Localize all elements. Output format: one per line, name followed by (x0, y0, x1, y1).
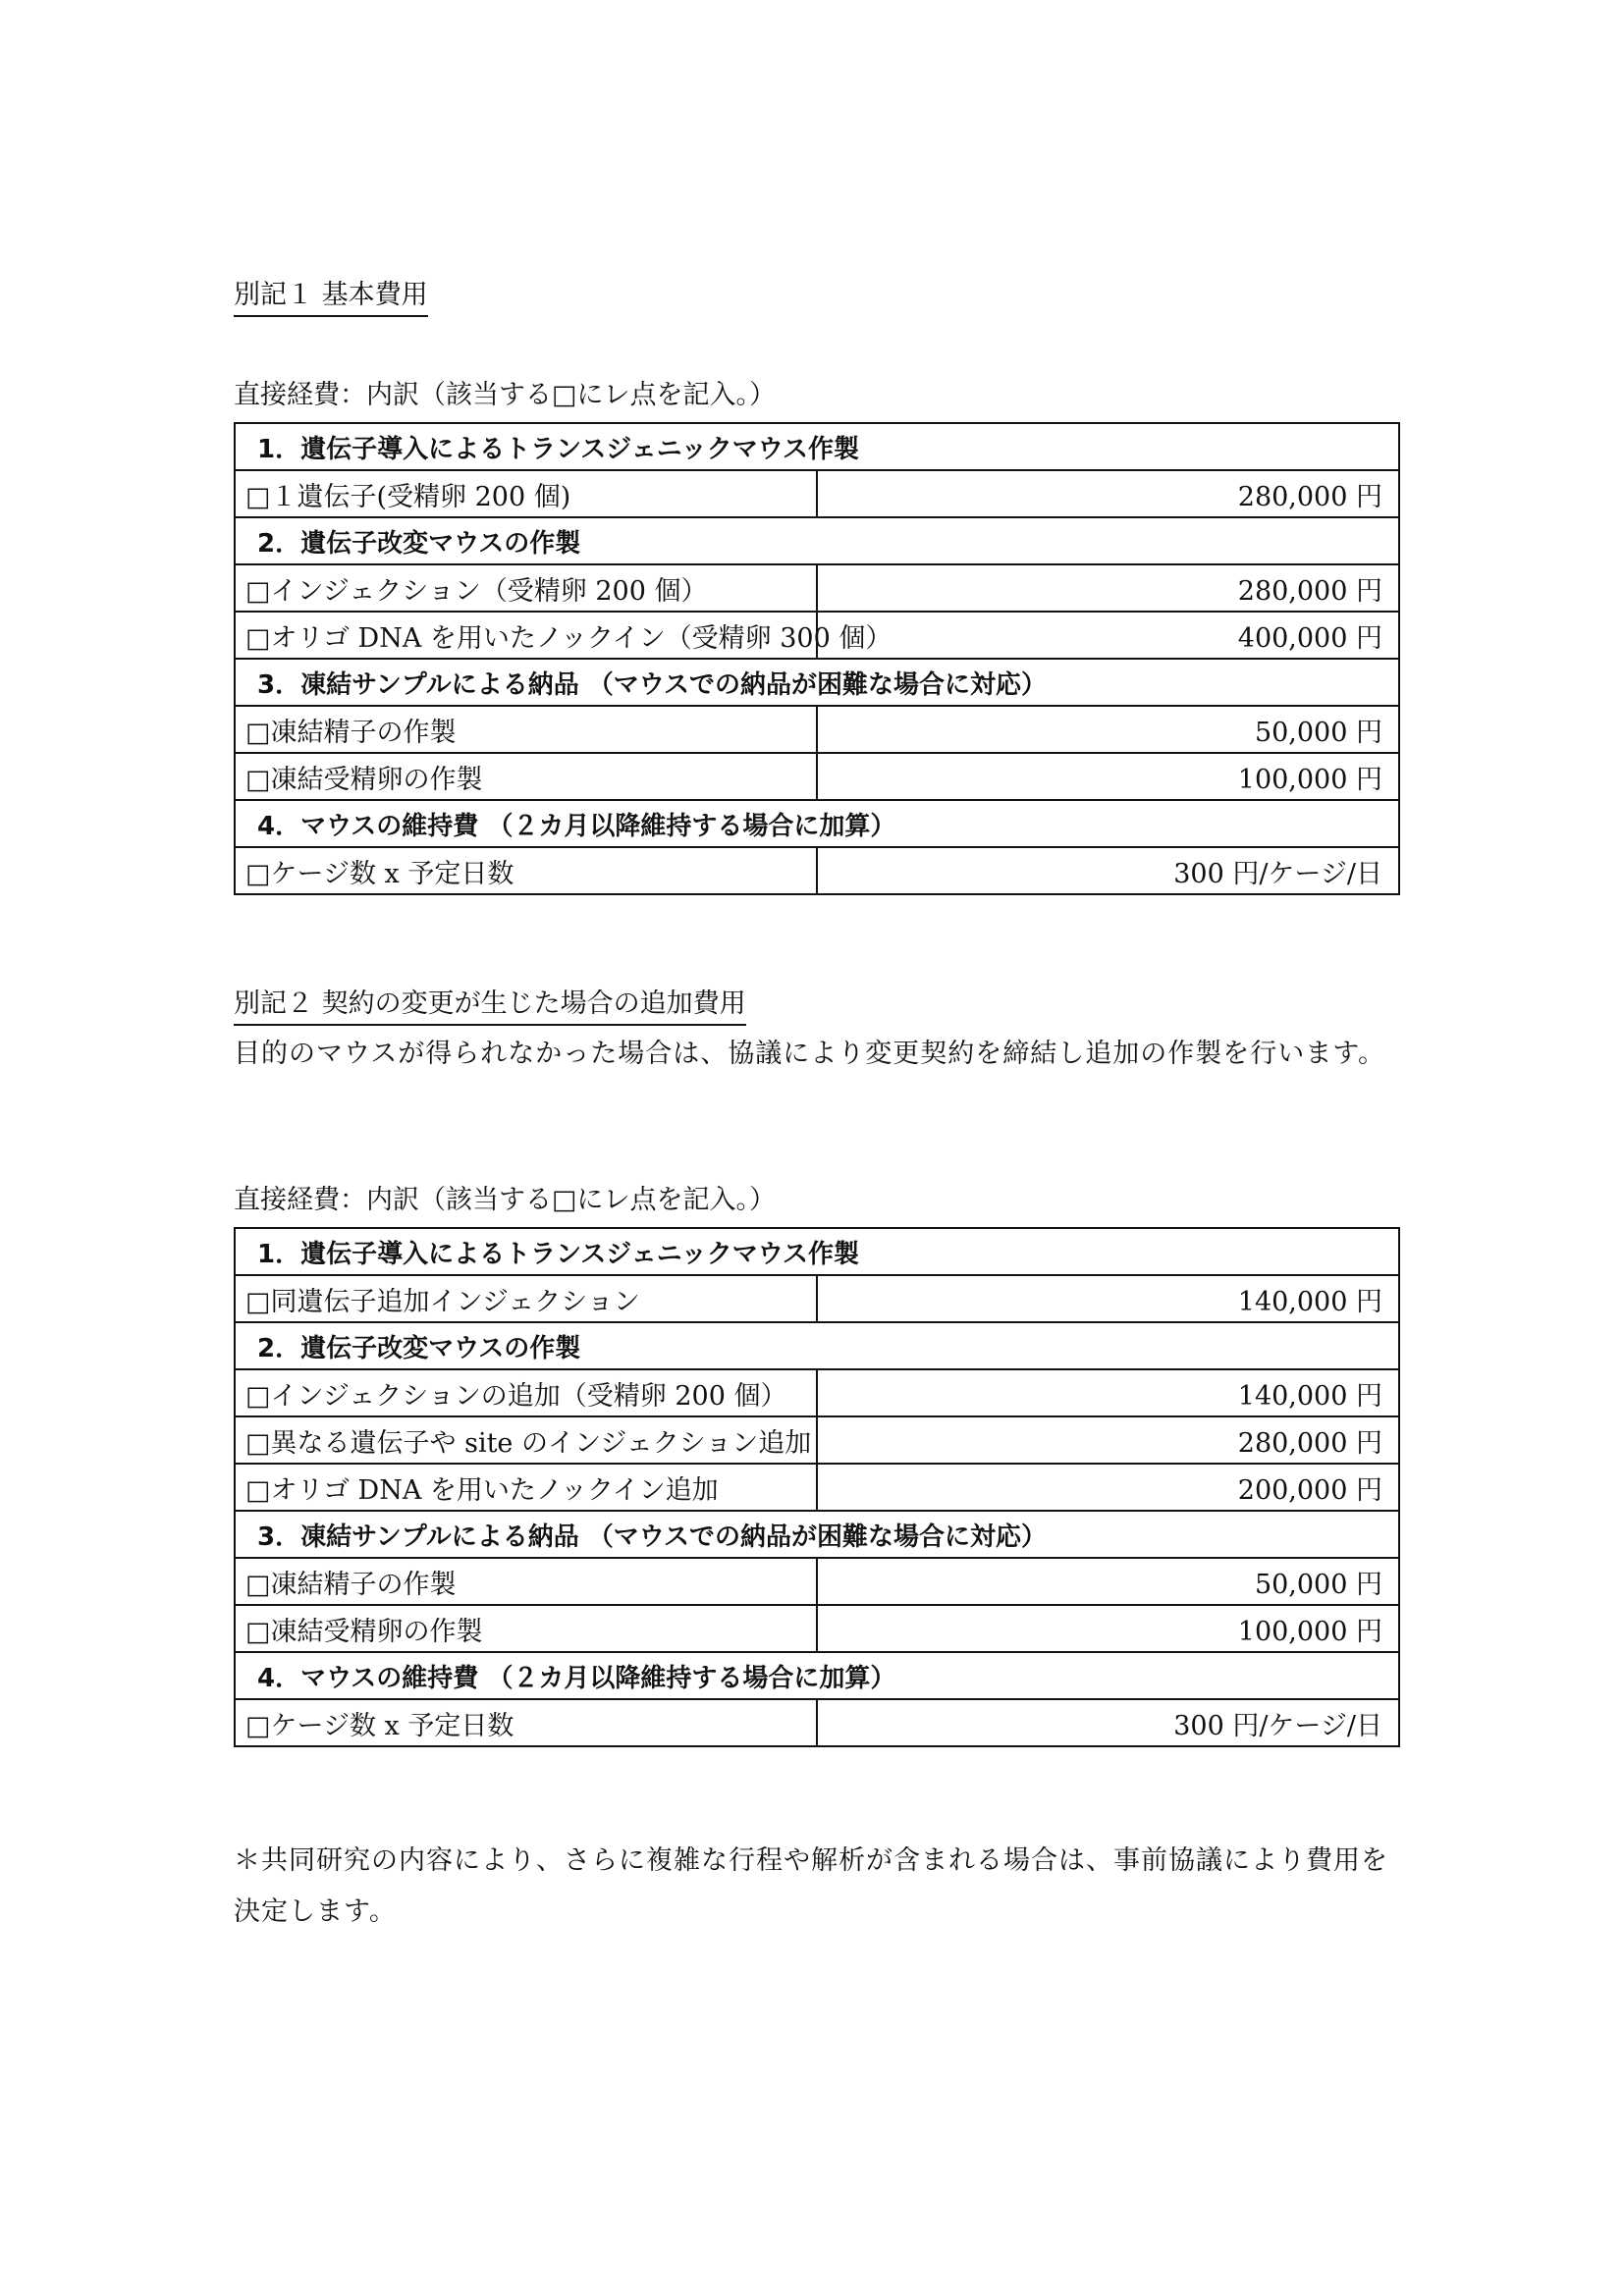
item-label: □凍結受精卵の作製 (235, 753, 817, 800)
appendix1-title-text: 別記１ 基本費用 (234, 279, 428, 317)
item-label: □オリゴ DNA を用いたノックイン（受精卵 300 個） (235, 612, 817, 659)
item-row (235, 1369, 1399, 1416)
appendix2-description: 目的のマウスが得られなかった場合は、協議により変更契約を締結し追加の作製を行います。 (234, 1039, 1386, 1069)
section-row (235, 1652, 1399, 1699)
item-price: 100,000 円 (817, 1605, 1399, 1652)
item-row (235, 706, 1399, 753)
item-label: □凍結精子の作製 (235, 1558, 817, 1605)
item-label: □オリゴ DNA を用いたノックイン追加 (235, 1464, 817, 1511)
item-label: □凍結受精卵の作製 (235, 1605, 817, 1652)
item-price: 280,000 円 (817, 1416, 1399, 1464)
item-label: □異なる遺伝子や site のインジェクション追加 (235, 1416, 817, 1464)
item-price: 140,000 円 (817, 1369, 1399, 1416)
section-row (235, 517, 1399, 564)
section-heading: 1．遺伝子導入によるトランスジェニックマウス作製 (235, 1228, 1399, 1275)
item-label: □同遺伝子追加インジェクション (235, 1275, 817, 1322)
item-price: 300 円/ケージ/日 (817, 847, 1399, 894)
item-price: 280,000 円 (817, 564, 1399, 612)
item-price: 140,000 円 (817, 1275, 1399, 1322)
item-row (235, 612, 1399, 659)
appendix2-cost-table (234, 1227, 1400, 1747)
section-row (235, 1511, 1399, 1558)
section-row (235, 659, 1399, 706)
footnote: ＊共同研究の内容により、さらに複雑な行程や解析が含まれる場合は、事前協議により費用を決定します。 (234, 1845, 1388, 1927)
appendix2-title (234, 988, 746, 1026)
section-heading: 3．凍結サンプルによる納品 （マウスでの納品が困難な場合に対応） (235, 1511, 1399, 1558)
item-price: 400,000 円 (817, 612, 1399, 659)
section-heading: 3．凍結サンプルによる納品 （マウスでの納品が困難な場合に対応） (235, 659, 1399, 706)
item-row (235, 1275, 1399, 1322)
item-label: □凍結精子の作製 (235, 706, 817, 753)
section-heading: 4．マウスの維持費 （２カ月以降維持する場合に加算） (235, 1652, 1399, 1699)
section-row (235, 800, 1399, 847)
appendix2-caption: 直接経費：内訳（該当する□にレ点を記入。） (234, 1185, 777, 1215)
item-row (235, 1416, 1399, 1464)
item-row (235, 1699, 1399, 1746)
section-heading: 2．遺伝子改変マウスの作製 (235, 517, 1399, 564)
item-price: 50,000 円 (817, 706, 1399, 753)
item-label: □１遺伝子(受精卵 200 個) (235, 470, 817, 517)
item-label: □インジェクション（受精卵 200 個） (235, 564, 817, 612)
section-heading: 1．遺伝子導入によるトランスジェニックマウス作製 (235, 423, 1399, 470)
section-heading: 4．マウスの維持費 （２カ月以降維持する場合に加算） (235, 800, 1399, 847)
item-label: □インジェクションの追加（受精卵 200 個） (235, 1369, 817, 1416)
item-price: 280,000 円 (817, 470, 1399, 517)
section-row (235, 1322, 1399, 1369)
item-price: 50,000 円 (817, 1558, 1399, 1605)
item-row (235, 1605, 1399, 1652)
item-label: □ケージ数 x 予定日数 (235, 1699, 817, 1746)
appendix1-title (234, 279, 428, 317)
appendix1-cost-table (234, 422, 1400, 895)
item-row (235, 1558, 1399, 1605)
item-price: 300 円/ケージ/日 (817, 1699, 1399, 1746)
item-row (235, 564, 1399, 612)
item-price: 200,000 円 (817, 1464, 1399, 1511)
item-row (235, 753, 1399, 800)
appendix2-title-text: 別記２ 契約の変更が生じた場合の追加費用 (234, 988, 746, 1026)
section-row (235, 423, 1399, 470)
item-row (235, 1464, 1399, 1511)
section-heading: 2．遺伝子改変マウスの作製 (235, 1322, 1399, 1369)
item-row (235, 470, 1399, 517)
item-price: 100,000 円 (817, 753, 1399, 800)
item-row (235, 847, 1399, 894)
section-row (235, 1228, 1399, 1275)
item-label: □ケージ数 x 予定日数 (235, 847, 817, 894)
appendix1-caption: 直接経費：内訳（該当する□にレ点を記入。） (234, 380, 777, 410)
